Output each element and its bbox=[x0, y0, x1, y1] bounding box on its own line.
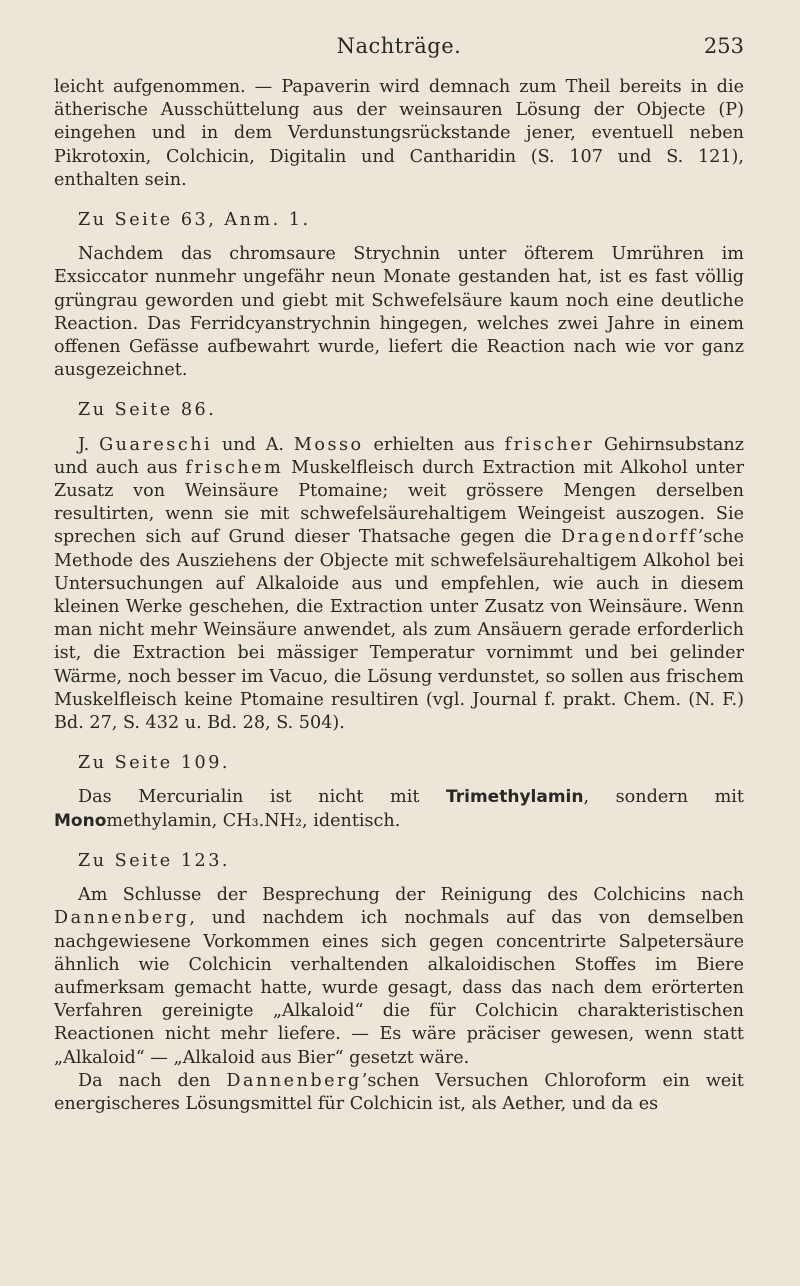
paragraph-ptomaine bbox=[54, 434, 744, 736]
text-run: , und nachdem ich nochmals auf das von demselben nachgewiesene Vorkommen eines sich gegen concentrirte Salpetersäure ähnlich wie Colchicin verhaltenden alkaloidischen Stoffes im Biere aufmerksam gemacht hatte, wurde gesagt, dass das nach dem erörterten Verfahren gereinigte „Alkaloid“ die für Colchicin charakteristischen Reactionen nicht mehr liefere. — Es wäre präciser gewesen, wenn statt „Alkaloid“ — „Alkaloid aus Bier“ gesetzt wäre. bbox=[54, 908, 744, 1068]
section-heading-seite-123: Zu Seite 123. bbox=[78, 850, 230, 871]
emphasis-frischer: frischer bbox=[504, 434, 595, 455]
term-trimethylamin: Trimethylamin bbox=[446, 787, 584, 808]
text-run: , sondern mit bbox=[583, 787, 744, 808]
paragraph-colchicin bbox=[54, 884, 744, 1070]
text-run: Da nach den bbox=[78, 1070, 227, 1091]
page-number: 253 bbox=[703, 34, 744, 58]
text-run: Das Mercurialin ist nicht mit bbox=[78, 787, 447, 808]
text-run: ’sche Methode des Ausziehens der Objecte mit schwefelsäurehaltigem Alkohol bei Untersuchungen auf Alkaloide aus und empfehlen, wie auch in diesem kleinen Werke geschehen, die Extraction unter Zusatz von Weinsäure. Wenn man nicht mehr Weinsäure anwendet, als zum Ansäuern gerade erforderlich ist, die Extraction bei mässiger Temperatur vornimmt und bei gelinder Wärme, noch besser im Vacuo, die Lösung verdunstet, so sollen aus frischem Muskelfleisch keine Ptomaine resultiren (vgl. Journal f. prakt. Chem. (N. F.) Bd. 27, S. 432 u. Bd. 28, S. 504). bbox=[54, 527, 744, 734]
paragraph-chloroform bbox=[54, 1070, 744, 1116]
paragraph-strychnin: Nachdem das chromsaure Strychnin unter öfterem Umrühren im Exsiccator nunmehr ungefähr neun Monate gestanden hat, ist es fast völlig grüngrau geworden und giebt mit Schwefelsäure kaum noch eine deutliche Reaction. Das Ferridcyanstrychnin hingegen, welches zwei Jahre in einem offenen Gefässe aufbewahrt wurde, liefert die Reaction nach wie vor ganz ausgezeichnet. bbox=[54, 244, 744, 381]
section-heading-seite-86: Zu Seite 86. bbox=[78, 400, 217, 421]
author-name-guareschi: Guareschi bbox=[99, 434, 213, 455]
page-body bbox=[54, 76, 744, 1116]
section-heading-seite-63: Zu Seite 63, Anm. 1. bbox=[78, 210, 311, 231]
page-header bbox=[54, 30, 744, 64]
text-run: ’schen Versuchen Chloroform ein weit energischeres Lösungsmittel für Colchicin ist, als Aether, und da es bbox=[54, 1070, 744, 1114]
text-run: Am Schlusse der Besprechung der Reinigung des Colchicins nach bbox=[78, 885, 744, 906]
author-name-dannenberg: Dannenberg bbox=[54, 908, 190, 929]
running-title: Nachträge. bbox=[336, 34, 462, 58]
emphasis-frischem: frischem bbox=[185, 457, 284, 478]
text-run: methylamin, CH₃.NH₂, identisch. bbox=[106, 810, 401, 831]
author-name-dragendorff: Dragendorff bbox=[560, 527, 698, 548]
author-name-dannenberg-2: Dannenberg bbox=[226, 1070, 362, 1091]
paragraph-continuation: leicht aufgenommen. — Papaverin wird demnach zum Theil bereits in die ätherische Ausschüttelung aus der weinsauren Lösung der Objecte (P) eingehen und in dem Verdunstungsrückstande jener, eventuell neben Pikrotoxin, Colchicin, Digitalin und Cantharidin (S. 107 und S. 121), enthalten sein. bbox=[54, 77, 744, 190]
section-heading-seite-109: Zu Seite 109. bbox=[78, 753, 230, 774]
author-name-mosso: Mosso bbox=[293, 434, 364, 455]
text-run: J. bbox=[78, 434, 100, 455]
text-run: erhielten aus bbox=[363, 434, 505, 455]
text-run: Muskelfleisch durch Extraction mit Alkohol unter Zusatz von Weinsäure Ptomaine; weit grössere Mengen derselben resultirten, wenn sie mit schwefelsäurehaltigem Weingeist auszogen. Sie sprechen sich auf Grund dieser Thatsache gegen die bbox=[54, 457, 744, 548]
paragraph-mercurialin bbox=[54, 786, 744, 832]
text-run: Gehirnsubstanz und auch aus bbox=[54, 434, 744, 478]
term-mono: Mono bbox=[54, 810, 107, 831]
text-run: und A. bbox=[212, 434, 294, 455]
